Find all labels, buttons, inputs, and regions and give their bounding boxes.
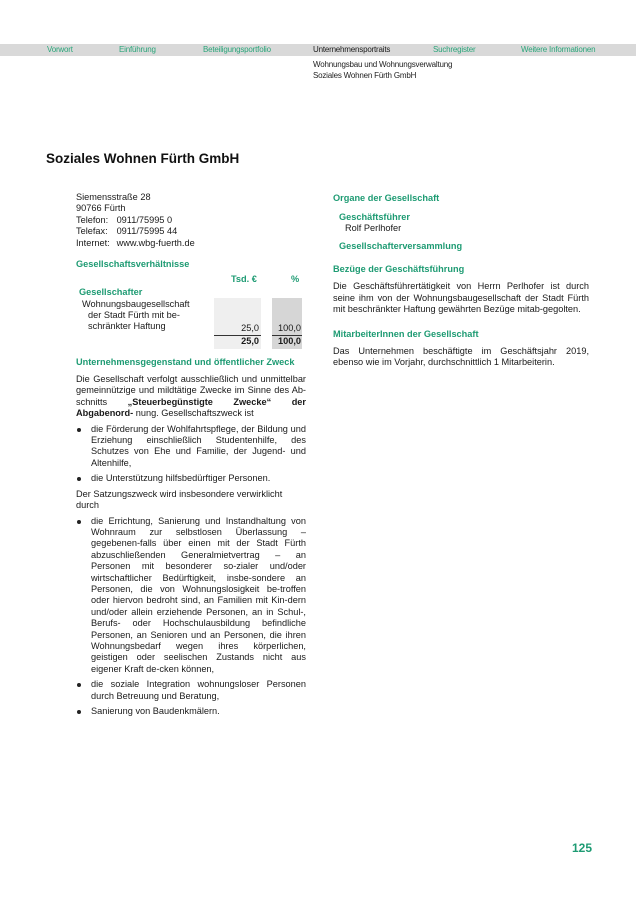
total-tsd: 25,0	[241, 336, 259, 347]
address-city: 90766 Fürth	[76, 203, 126, 214]
breadcrumb-category: Wohnungsbau und Wohnungsverwaltung	[313, 60, 453, 69]
ceo-name: Rolf Perlhofer	[345, 223, 402, 233]
remuneration-heading: Bezüge der Geschäftsführung	[333, 264, 465, 275]
phone-value: 0911/75995 0	[116, 214, 173, 225]
list-item: die Förderung der Wohlfahrtspflege, der Bildung und Erziehung einschließlich Studentenhilfe, des Schutzes von Ehe und Familie, der Jugend- und Altenhilfe,	[76, 424, 306, 470]
organs-heading: Organe der Gesellschaft	[333, 193, 440, 203]
breadcrumb-company: Soziales Wohnen Fürth GmbH	[313, 71, 417, 80]
shareholder-name-line2: der Stadt Fürth mit be-	[88, 310, 180, 321]
nav-vorwort[interactable]: Vorwort	[47, 45, 73, 54]
shareholder-tsd: 25,0	[241, 323, 259, 334]
staff-heading: MitarbeiterInnen der Gesellschaft	[333, 328, 479, 339]
shareholder-name-line3: schränkter Haftung	[88, 321, 166, 332]
purpose-mid: Der Satzungszweck wird insbesondere verwirklicht durch	[76, 488, 283, 511]
left-column	[76, 192, 306, 721]
nav-unternehmensportraits[interactable]: Unternehmensportraits	[313, 45, 391, 54]
list-item: die Unterstützung hilfsbedürftiger Personen.	[76, 473, 306, 484]
ownership-heading: Gesellschaftsverhältnisse	[76, 259, 190, 270]
fax-value: 0911/75995 44	[116, 226, 178, 237]
address-block	[76, 192, 306, 249]
ceo-heading: Geschäftsführer	[339, 212, 410, 222]
total-pct: 100,0	[278, 336, 301, 347]
purpose-intro-end: nung. Gesellschaftszweck ist	[135, 408, 254, 419]
shareholder-pct: 100,0	[278, 323, 301, 334]
purpose-list-2	[76, 516, 306, 718]
phone-label: Telefon:	[76, 214, 109, 225]
address-street: Siemensstraße 28	[76, 192, 151, 202]
nav-einfuehrung[interactable]: Einführung	[119, 45, 156, 54]
fax-label: Telefax:	[76, 226, 108, 237]
shareholder-table	[76, 274, 306, 350]
page-number: 125	[572, 841, 593, 855]
purpose-intro	[76, 374, 306, 420]
staff-text: Das Unternehmen beschäftigte im Geschäftsjahr 2019, ebenso wie im Vorjahr, durchschnittlich 1 Mitarbeiterin.	[333, 345, 589, 368]
right-column	[333, 192, 589, 368]
top-navigation	[0, 44, 636, 56]
purpose-intro-text: Die Gesellschaft verfolgt ausschließlich und unmittelbar gemeinnützige und mildtätige Zwecke im Sinne des Ab-schnitts	[76, 374, 306, 407]
remuneration-text: Die Geschäftsführertätigkeit von Herrn Perlhofer ist durch seine ihm von der Wohnungsbaugesellschaft der Stadt Fürth mit beschränkter Haftung gewährten Bezüge mitab-gegolten.	[333, 281, 589, 315]
col-header-tsd: Tsd. €	[231, 274, 257, 285]
nav-suchregister[interactable]: Suchregister	[433, 45, 476, 54]
list-item: Sanierung von Baudenkmälern.	[76, 706, 306, 717]
web-label: Internet:	[76, 237, 110, 248]
col-header-pct: %	[291, 274, 300, 285]
page-title: Soziales Wohnen Fürth GmbH	[46, 151, 240, 166]
list-item: die soziale Integration wohnungsloser Personen durch Betreuung und Beratung,	[76, 679, 306, 702]
purpose-list-1	[76, 424, 306, 485]
purpose-intro-bold: „Steuerbegünstigte Zwecke“ der Abgabenord-	[76, 396, 306, 419]
assembly-heading: Gesellschafterversammlung	[339, 241, 463, 252]
purpose-heading: Unternehmensgegenstand und öffentlicher Zweck	[76, 357, 295, 368]
shareholder-heading: Gesellschafter	[79, 287, 143, 298]
nav-beteiligungsportfolio[interactable]: Beteiligungsportfolio	[203, 45, 271, 54]
nav-weitere-informationen[interactable]: Weitere Informationen	[521, 45, 596, 54]
shareholder-name-line1: Wohnungsbaugesellschaft	[82, 299, 190, 310]
web-link[interactable]: www.wbg-fuerth.de	[116, 237, 195, 248]
list-item: die Errichtung, Sanierung und Instandhaltung von Wohnraum zur selbstlosen Überlassung – gegebenen-falls über einen mit der Stadt Fürth abzuschließenden Generalmietvertrag – an Personen mit besonderer so-zialer und/oder wirtschaftlicher Bedürftigkeit, insbe-sondere an Personen, die von Wohnungslosigkeit be-troffen oder hiervon bedroht sind, an Familien mit Kin-dern und/oder allein erziehende Personen, an in Schul-, Berufs- oder Hochschulausbildung befindliche Personen, an Senioren und an Personen, die ihren Wohnungsbedarf wegen ihres körperlichen, geistigen oder seelischen Zustands nicht aus eigener Kraft de-cken können,	[76, 516, 306, 676]
